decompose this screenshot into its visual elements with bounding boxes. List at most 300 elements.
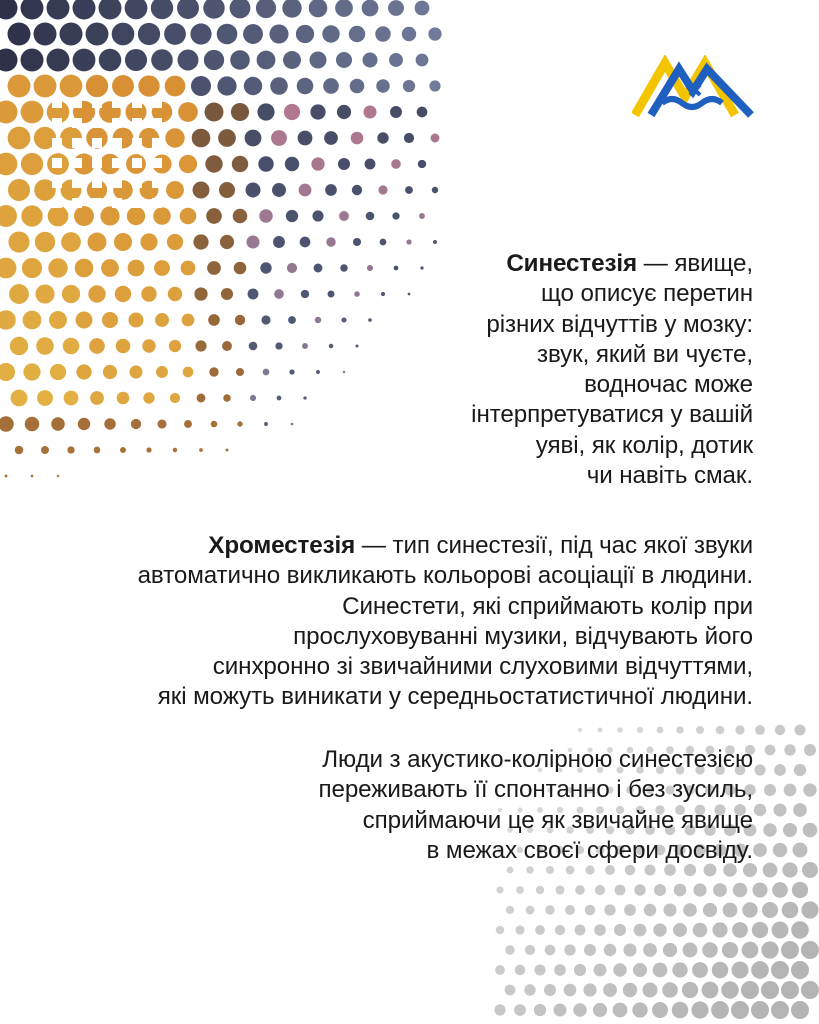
- gray-halftone-dot: [554, 1004, 567, 1017]
- halftone-dot: [381, 292, 385, 296]
- gray-halftone-dot: [784, 744, 795, 755]
- gray-halftone-dot: [578, 728, 582, 732]
- gray-halftone-dot: [564, 944, 575, 955]
- halftone-square: [72, 118, 82, 128]
- halftone-dot: [263, 369, 270, 376]
- gray-halftone-dot: [752, 922, 768, 938]
- halftone-dot: [62, 285, 80, 303]
- halftone-dot: [380, 239, 387, 246]
- gray-halftone-dot: [783, 823, 797, 837]
- halftone-dot: [217, 24, 238, 45]
- gray-halftone-dot: [632, 1002, 647, 1017]
- halftone-eye-painting-icon: [0, 0, 442, 477]
- gray-halftone-dot: [506, 906, 514, 914]
- halftone-dot: [88, 285, 105, 302]
- halftone-dot: [167, 234, 183, 250]
- halftone-dot: [323, 78, 339, 94]
- gray-halftone-dot: [772, 882, 788, 898]
- halftone-dot: [11, 390, 28, 407]
- halftone-dot: [368, 318, 372, 322]
- halftone-dot: [419, 213, 425, 219]
- gray-halftone-dot: [802, 862, 818, 878]
- gray-halftone-dot: [731, 961, 748, 978]
- halftone-dot: [183, 367, 194, 378]
- gray-halftone-dot: [505, 985, 516, 996]
- halftone-dot: [220, 235, 234, 249]
- halftone-dot: [271, 130, 287, 146]
- halftone-dot: [327, 290, 334, 297]
- halftone-dot: [291, 423, 294, 426]
- halftone-dot: [324, 131, 338, 145]
- gray-halftone-dot: [536, 886, 544, 894]
- gray-halftone-dot: [801, 981, 819, 999]
- halftone-dot: [5, 475, 8, 478]
- halftone-dot: [194, 287, 207, 300]
- halftone-dot: [179, 155, 197, 173]
- synesthesia-paragraph: [471, 249, 753, 491]
- halftone-dot: [0, 205, 17, 227]
- halftone-dot: [311, 157, 324, 170]
- halftone-dot: [404, 133, 414, 143]
- gray-halftone-dot: [594, 924, 606, 936]
- halftone-dot: [21, 0, 44, 20]
- halftone-dot: [128, 260, 145, 277]
- gray-halftone-dot: [585, 905, 596, 916]
- halftone-dot: [146, 447, 151, 452]
- halftone-dot: [34, 75, 57, 98]
- gray-halftone-dot: [643, 983, 658, 998]
- halftone-dot: [75, 259, 94, 278]
- halftone-dot: [142, 339, 155, 352]
- gray-halftone-dot: [653, 923, 666, 936]
- halftone-dot: [114, 233, 132, 251]
- halftone-dot: [283, 51, 301, 69]
- halftone-dot: [403, 80, 415, 92]
- halftone-dot: [116, 339, 131, 354]
- gray-halftone-dot: [764, 784, 776, 796]
- gray-halftone-dot: [682, 982, 698, 998]
- gray-halftone-dot: [793, 843, 808, 858]
- halftone-dot: [140, 233, 157, 250]
- gray-halftone-dot: [754, 804, 766, 816]
- halftone-dot: [154, 260, 170, 276]
- halftone-dot: [418, 160, 426, 168]
- halftone-dot: [336, 52, 352, 68]
- halftone-dot: [298, 131, 313, 146]
- gray-halftone-dot: [801, 901, 818, 918]
- gray-halftone-dot: [676, 726, 683, 733]
- halftone-dot: [35, 284, 54, 303]
- synesthesia-term: Синестезія: [506, 250, 637, 277]
- halftone-dot: [343, 371, 345, 373]
- gray-halftone-dot: [751, 1001, 769, 1019]
- gray-halftone-dot: [693, 923, 708, 938]
- halftone-dot: [120, 447, 126, 453]
- halftone-square: [52, 118, 62, 128]
- halftone-square: [112, 138, 122, 148]
- gray-halftone-dot: [662, 982, 678, 998]
- halftone-dot: [37, 390, 53, 406]
- halftone-dot: [246, 235, 259, 248]
- halftone-dot: [208, 314, 220, 326]
- halftone-dot: [0, 153, 17, 176]
- gray-halftone-dot: [753, 843, 767, 857]
- halftone-dot: [277, 396, 282, 401]
- halftone-dot: [8, 127, 31, 150]
- gray-halftone-dot: [545, 905, 554, 914]
- halftone-square: [52, 178, 62, 188]
- gray-halftone-dot: [782, 862, 797, 877]
- synesthesia-first-line: [471, 249, 753, 279]
- halftone-dot: [394, 266, 399, 271]
- gray-halftone-dot: [771, 961, 789, 979]
- halftone-dot: [197, 394, 206, 403]
- halftone-dot: [193, 182, 210, 199]
- gray-halftone-dot: [514, 1004, 526, 1016]
- halftone-dot: [178, 50, 199, 71]
- halftone-dot: [168, 287, 182, 301]
- halftone-dot: [49, 311, 67, 329]
- halftone-dot: [8, 231, 29, 252]
- gray-halftone-dot: [566, 866, 575, 875]
- chromesthesia-first-line: [138, 531, 753, 561]
- halftone-dot: [35, 232, 55, 252]
- gray-halftone-dot: [624, 904, 636, 916]
- gray-halftone-dot: [663, 943, 677, 957]
- halftone-square: [92, 158, 102, 168]
- halftone-dot: [34, 23, 57, 46]
- halftone-dot: [389, 53, 403, 67]
- gray-halftone-dot: [754, 764, 765, 775]
- halftone-dot: [0, 363, 15, 381]
- halftone-dot: [60, 23, 83, 46]
- halftone-dot: [47, 49, 70, 72]
- gray-halftone-dot: [731, 1001, 749, 1019]
- gray-halftone-dot: [617, 727, 623, 733]
- halftone-dot: [190, 23, 211, 44]
- halftone-dot: [223, 394, 231, 402]
- halftone-dot: [153, 207, 171, 225]
- gray-halftone-dot: [791, 961, 809, 979]
- halftone-dot: [192, 129, 211, 148]
- halftone-square: [152, 118, 162, 128]
- gray-halftone-dot: [534, 1004, 546, 1016]
- halftone-dot: [243, 24, 263, 44]
- chromesthesia-line: автоматично викликають кольорові асоціації в людини.: [137, 562, 753, 590]
- halftone-dot: [90, 391, 104, 405]
- gray-halftone-dot: [761, 941, 778, 958]
- halftone-dot: [63, 338, 80, 355]
- halftone-dot: [151, 0, 173, 19]
- halftone-dot: [300, 237, 311, 248]
- gray-halftone-dot: [735, 725, 744, 734]
- gray-halftone-dot: [526, 866, 533, 873]
- halftone-dot: [138, 75, 159, 96]
- gray-halftone-dot: [633, 963, 647, 977]
- halftone-dot: [100, 206, 119, 225]
- halftone-dot: [9, 284, 29, 304]
- gray-halftone-dot: [535, 925, 545, 935]
- halftone-square: [152, 138, 162, 148]
- halftone-dot: [260, 262, 271, 273]
- halftone-dot: [432, 187, 438, 193]
- gray-halftone-dot: [634, 924, 647, 937]
- halftone-dot: [406, 239, 411, 244]
- halftone-dot: [315, 317, 321, 323]
- halftone-dot: [101, 259, 119, 277]
- gray-halftone-dot: [546, 866, 554, 874]
- halftone-dot: [329, 344, 333, 348]
- gray-halftone-dot: [625, 865, 635, 875]
- gray-halftone-dot: [791, 921, 809, 939]
- halftone-dot: [25, 417, 40, 432]
- gray-halftone-dot: [615, 885, 626, 896]
- gray-halftone-dot: [565, 905, 575, 915]
- gray-halftone-dot: [673, 923, 687, 937]
- halftone-dot: [340, 264, 348, 272]
- halftone-square: [152, 98, 162, 108]
- synesthesia-line: чи навіть смак.: [586, 462, 753, 490]
- halftone-dot: [248, 289, 259, 300]
- halftone-dot: [74, 206, 94, 226]
- halftone-dot: [76, 312, 93, 329]
- halftone-dot: [310, 52, 327, 69]
- halftone-dot: [0, 416, 14, 432]
- halftone-dot: [302, 343, 308, 349]
- acoustic-line: в межах своєї сфери досвіду.: [426, 836, 753, 864]
- halftone-square: [152, 158, 162, 168]
- gray-halftone-dot: [791, 1001, 809, 1019]
- synesthesia-line: різних відчуттів у мозку:: [486, 310, 753, 338]
- gray-halftone-dot: [801, 941, 819, 959]
- gray-halftone-dot: [496, 926, 505, 935]
- halftone-dot: [191, 76, 211, 96]
- halftone-dot: [416, 54, 429, 67]
- gray-halftone-dot: [652, 1002, 668, 1018]
- halftone-dot: [351, 132, 364, 145]
- halftone-dot: [78, 418, 91, 431]
- gray-halftone-dot: [525, 945, 535, 955]
- halftone-dot: [286, 210, 298, 222]
- halftone-dot: [129, 365, 142, 378]
- gray-halftone-dot: [544, 984, 556, 996]
- halftone-dot: [282, 0, 301, 18]
- gray-halftone-dot: [564, 984, 577, 997]
- gray-halftone-dot: [713, 883, 727, 897]
- gray-halftone-dot: [721, 981, 738, 998]
- halftone-dot: [21, 153, 43, 175]
- halftone-dot: [64, 391, 79, 406]
- halftone-dot: [257, 51, 276, 70]
- halftone-square: [92, 178, 102, 188]
- gray-halftone-dot: [804, 744, 816, 756]
- halftone-dot: [8, 179, 30, 201]
- halftone-dot: [362, 0, 379, 16]
- acoustic-line: сприймаючи це як звичайне явище: [362, 806, 753, 834]
- halftone-dot: [112, 23, 135, 46]
- halftone-square: [152, 178, 162, 188]
- halftone-dot: [99, 49, 122, 72]
- synesthesia-line: водночас може: [584, 371, 753, 399]
- gray-halftone-dot: [774, 764, 786, 776]
- halftone-dot: [314, 264, 323, 273]
- gray-halftone-dot: [516, 886, 524, 894]
- halftone-dot: [182, 314, 195, 327]
- gray-halftone-dot: [643, 943, 657, 957]
- gray-halftone-dot: [585, 865, 594, 874]
- gray-halftone-dot: [623, 983, 637, 997]
- gray-halftone-dot: [781, 981, 799, 999]
- gray-halftone-dot: [603, 983, 617, 997]
- halftone-dot: [86, 75, 108, 97]
- gray-halftone-dot: [574, 964, 586, 976]
- halftone-dot: [22, 258, 42, 278]
- chromesthesia-paragraph: [138, 531, 753, 713]
- halftone-dot: [230, 50, 250, 70]
- halftone-dot: [8, 23, 31, 46]
- halftone-dot: [433, 240, 437, 244]
- gray-halftone-dot: [584, 944, 596, 956]
- halftone-dot: [50, 364, 66, 380]
- halftone-dot: [181, 261, 196, 276]
- halftone-dot: [288, 316, 296, 324]
- halftone-dot: [231, 103, 249, 121]
- gray-halftone-dot: [605, 865, 615, 875]
- halftone-dot: [339, 211, 349, 221]
- halftone-dot: [391, 159, 401, 169]
- gray-halftone-dot: [515, 965, 525, 975]
- halftone-dot: [193, 234, 208, 249]
- halftone-dot: [155, 313, 169, 327]
- halftone-dot: [274, 289, 284, 299]
- halftone-dot: [256, 0, 276, 18]
- halftone-dot: [36, 337, 54, 355]
- halftone-dot: [392, 212, 399, 219]
- gray-halftone-dot: [634, 884, 645, 895]
- halftone-dot: [310, 104, 325, 119]
- halftone-square: [112, 118, 122, 128]
- halftone-dot: [184, 420, 192, 428]
- gray-halftone-dot: [712, 922, 727, 937]
- halftone-dot: [41, 446, 49, 454]
- gray-halftone-dot: [703, 903, 717, 917]
- halftone-dot: [219, 182, 235, 198]
- halftone-dot: [269, 24, 288, 43]
- halftone-dot: [431, 134, 440, 143]
- halftone-dot: [209, 367, 218, 376]
- halftone-dot: [23, 311, 42, 330]
- halftone-dot: [218, 129, 236, 147]
- acoustic-line: Люди з акустико-колірною синестезією: [322, 746, 753, 773]
- halftone-dot: [284, 104, 300, 120]
- halftone-dot: [289, 369, 294, 374]
- gray-halftone-dot: [803, 783, 816, 796]
- halftone-dot: [376, 79, 389, 92]
- halftone-square: [92, 118, 102, 128]
- halftone-square: [132, 178, 142, 188]
- gray-halftone-dot: [772, 922, 789, 939]
- halftone-dot: [287, 263, 297, 273]
- halftone-dot: [166, 181, 184, 199]
- halftone-dot: [341, 317, 346, 322]
- halftone-dot: [325, 184, 337, 196]
- halftone-dot: [86, 23, 109, 46]
- gray-halftone-dot: [555, 925, 565, 935]
- halftone-dot: [322, 25, 339, 42]
- halftone-dot: [273, 236, 285, 248]
- synesthesia-line1-rest: — явище,: [637, 250, 753, 277]
- gray-halftone-dot: [781, 941, 799, 959]
- halftone-square: [92, 98, 102, 108]
- halftone-dot: [0, 101, 18, 124]
- gray-halftone-dot: [696, 726, 704, 734]
- halftone-dot: [244, 77, 262, 95]
- halftone-dot: [48, 258, 67, 277]
- halftone-dot: [272, 183, 286, 197]
- halftone-dot: [164, 23, 186, 45]
- mountains-wave-logo-icon: [632, 55, 754, 119]
- halftone-dot: [131, 419, 141, 429]
- gray-halftone-dot: [762, 902, 778, 918]
- halftone-dot: [420, 266, 423, 269]
- chromesthesia-term: Хроместезія: [208, 532, 356, 559]
- gray-halftone-dot: [794, 724, 805, 735]
- halftone-dot: [234, 262, 247, 275]
- halftone-dot: [103, 365, 117, 379]
- gray-halftone-dot: [782, 902, 799, 919]
- halftone-dot: [117, 392, 130, 405]
- halftone-dot: [405, 186, 413, 194]
- halftone-dot: [169, 340, 181, 352]
- gray-halftone-dot: [733, 883, 747, 897]
- halftone-dot: [156, 366, 168, 378]
- halftone-dot: [141, 286, 156, 301]
- halftone-dot: [217, 76, 236, 95]
- halftone-dot: [390, 106, 402, 118]
- gray-halftone-dot: [775, 725, 785, 735]
- halftone-dot: [143, 392, 154, 403]
- gray-halftone-dot: [691, 1001, 708, 1018]
- gray-halftone-dot: [595, 885, 605, 895]
- halftone-dot: [408, 293, 411, 296]
- halftone-dot: [249, 342, 258, 351]
- halftone-dot: [230, 0, 251, 18]
- halftone-dot: [199, 448, 203, 452]
- halftone-dot: [355, 344, 358, 347]
- halftone-dot: [350, 79, 365, 94]
- halftone-dot: [335, 0, 353, 17]
- gray-halftone-dot: [773, 843, 787, 857]
- gray-halftone-dot: [494, 1004, 505, 1015]
- halftone-dot: [275, 342, 282, 349]
- halftone-square: [112, 178, 122, 188]
- gray-halftone-dot: [751, 961, 769, 979]
- halftone-dot: [354, 291, 360, 297]
- gray-halftone-dot: [593, 1003, 607, 1017]
- halftone-dot: [177, 0, 199, 19]
- halftone-dot: [57, 475, 59, 477]
- gray-halftone-dot: [792, 882, 808, 898]
- halftone-dot: [378, 185, 387, 194]
- halftone-dot: [8, 75, 31, 98]
- halftone-dot: [48, 206, 69, 227]
- halftone-dot: [235, 315, 245, 325]
- halftone-dot: [104, 418, 115, 429]
- halftone-dot: [207, 261, 221, 275]
- halftone-dot: [363, 105, 376, 118]
- halftone-square: [132, 118, 142, 128]
- halftone-dot: [23, 363, 40, 380]
